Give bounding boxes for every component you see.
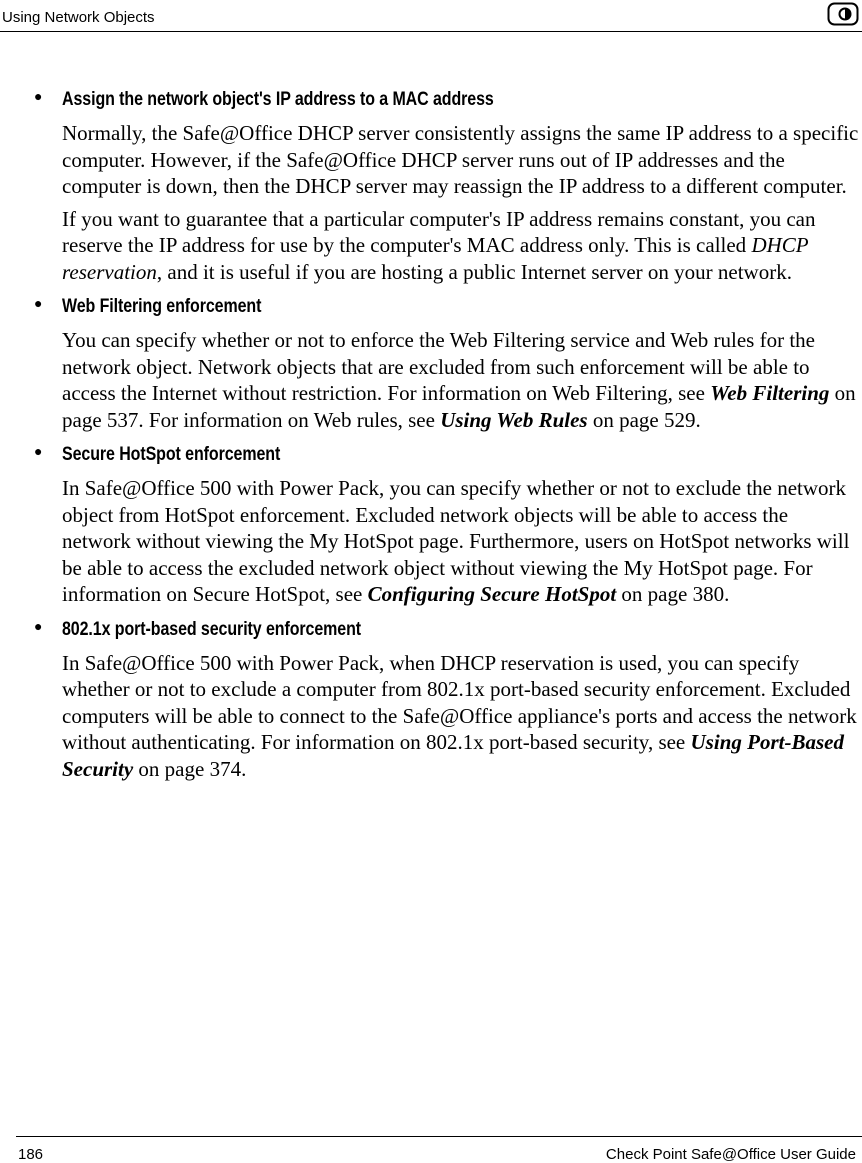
bullet-icon: ● (34, 88, 43, 104)
link-configuring-secure-hotspot[interactable]: Configuring Secure HotSpot (367, 582, 617, 606)
footer-divider (16, 1136, 862, 1137)
header-title: Using Network Objects (2, 9, 155, 26)
bullet-icon: ● (34, 443, 43, 459)
paragraph: In Safe@Office 500 with Power Pack, you can specify whether or not to exclude the network object from HotSpot enforcement. Excluded network objects will be able to access the network without viewing the My HotSpot page. Furthermore, users on HotSpot networks will be able to access the excluded network object without viewing the My HotSpot page. For information on Secure HotSpot, see Configuring Secure HotSpot on page 380. (62, 476, 850, 606)
list-item-port-based-security (0, 614, 862, 783)
network-object-icon (827, 2, 859, 26)
paragraph: Normally, the Safe@Office DHCP server consistently assigns the same IP address to a specific computer. However, if the Safe@Office DHCP server runs out of IP addresses and the computer is down, then the DHCP server may reassign the IP address to a different computer. (62, 121, 859, 198)
item-heading: Web Filtering enforcement (62, 295, 262, 317)
list-item-web-filtering (0, 291, 862, 433)
paragraph: You can specify whether or not to enforce the Web Filtering service and Web rules for the network object. Network objects that are excluded from such enforcement will be able to access the Internet without restriction. For information on Web Filtering, see Web Filtering on page 537. For information on Web rules, see Using Web Rules on page 529. (62, 328, 856, 432)
paragraph: If you want to guarantee that a particular computer's IP address remains constant, you can reserve the IP address for use by the computer's MAC address only. This is called DHCP reservation, and it is useful if you are hosting a public Internet server on your network. (62, 206, 816, 284)
bullet-icon: ● (34, 617, 43, 634)
bullet-icon: ● (34, 295, 43, 311)
paragraph: In Safe@Office 500 with Power Pack, when DHCP reservation is used, you can specify whether or not to exclude a computer from 802.1x port-based security enforcement. Excluded computers will be able to connect to the Safe@Office appliance's ports and access the network without authenticating. For information on 802.1x port-based security, see Using Port-Based Security on page 374. (62, 650, 857, 781)
link-using-web-rules[interactable]: Using Web Rules (440, 407, 588, 432)
page-content (0, 84, 862, 788)
page-header (0, 0, 862, 32)
link-using-port-based-security[interactable]: Using Port-Based Security (62, 730, 844, 781)
list-item-mac-address (0, 84, 862, 285)
guide-title: Check Point Safe@Office User Guide (605, 1146, 856, 1163)
page-number: 186 (18, 1146, 44, 1163)
item-heading: 802.1x port-based security enforcement (62, 617, 362, 640)
list-item-secure-hotspot (0, 439, 862, 608)
item-heading: Assign the network object's IP address to a MAC address (62, 88, 494, 110)
link-web-filtering[interactable]: Web Filtering (710, 381, 830, 405)
item-heading: Secure HotSpot enforcement (62, 443, 281, 465)
term-dhcp-reservation: DHCP reservation (62, 233, 809, 284)
